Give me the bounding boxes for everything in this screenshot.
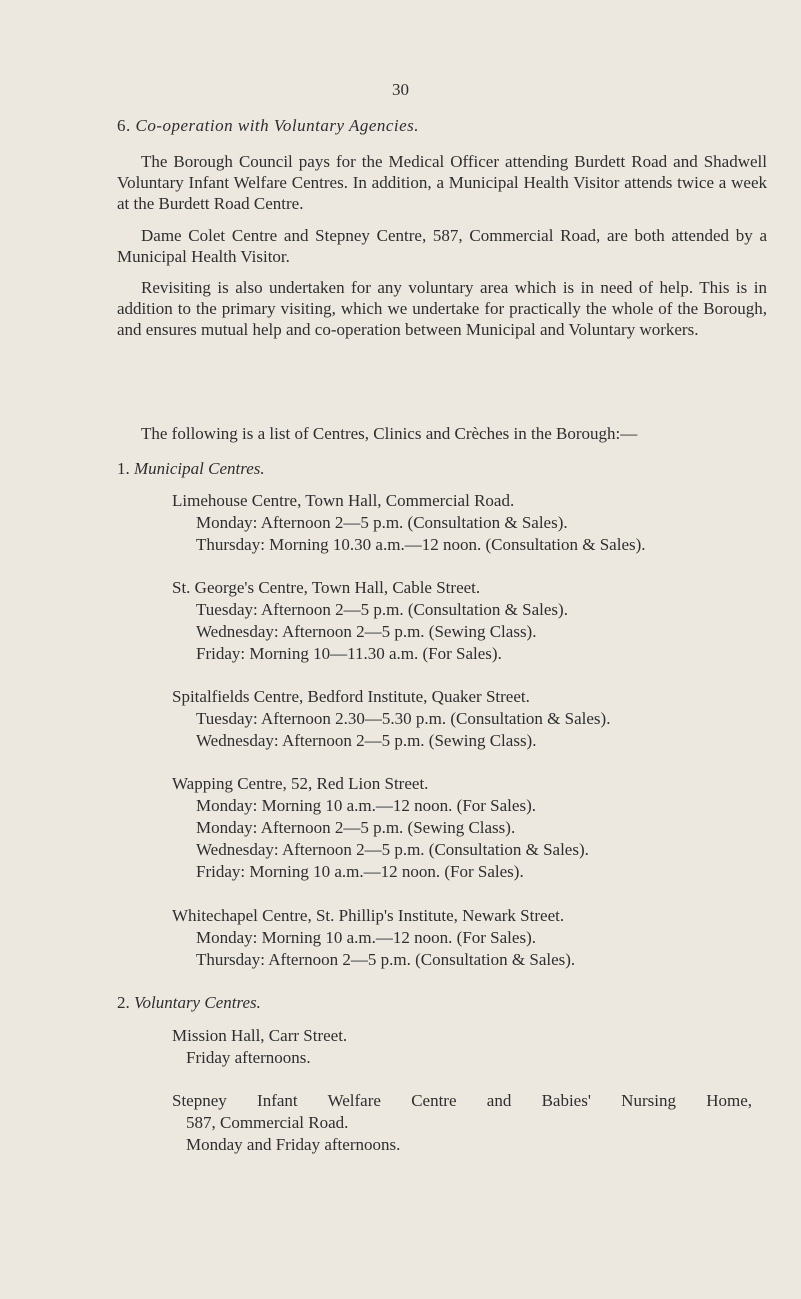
schedule-line: Monday: Afternoon 2—5 p.m. (Sewing Class). xyxy=(196,818,516,837)
centre-name: Whitechapel Centre, St. Phillip's Institute, Newark Street. xyxy=(172,906,565,925)
section-title: Co-operation with Voluntary Agencies. xyxy=(135,116,420,135)
centre-mission-hall xyxy=(172,1025,347,1069)
centre-name: St. George's Centre, Town Hall, Cable Street. xyxy=(172,578,481,597)
municipal-heading: 1. Municipal Centres. xyxy=(117,459,265,478)
voluntary-heading: 2. Voluntary Centres. xyxy=(117,993,261,1012)
schedule-line: Wednesday: Afternoon 2—5 p.m. (Consultation & Sales). xyxy=(196,840,589,859)
schedule-line: Friday: Morning 10 a.m.—12 noon. (For Sales). xyxy=(196,862,524,881)
centre-name: Limehouse Centre, Town Hall, Commercial Road. xyxy=(172,491,515,510)
schedule-line: Friday afternoons. xyxy=(186,1048,311,1067)
centre-name: Mission Hall, Carr Street. xyxy=(172,1026,348,1045)
schedule-line: Wednesday: Afternoon 2—5 p.m. (Sewing Class). xyxy=(196,731,537,750)
schedule-line: Tuesday: Afternoon 2.30—5.30 p.m. (Consultation & Sales). xyxy=(196,709,611,728)
schedule-line: Tuesday: Afternoon 2—5 p.m. (Consultation & Sales). xyxy=(196,600,568,619)
centre-name: Stepney Infant Welfare Centre and Babies' Nursing Home, xyxy=(172,1091,752,1110)
schedule-line: Wednesday: Afternoon 2—5 p.m. (Sewing Class). xyxy=(196,622,537,641)
paragraph-2: Dame Colet Centre and Stepney Centre, 587, Commercial Road, are both attended by a Municipal Health Visitor. xyxy=(117,226,767,266)
schedule-line: Monday and Friday afternoons. xyxy=(186,1135,401,1154)
centre-name: Wapping Centre, 52, Red Lion Street. xyxy=(172,774,429,793)
schedule-line: Monday: Morning 10 a.m.—12 noon. (For Sales). xyxy=(196,928,536,947)
section-number: 6. xyxy=(117,116,131,135)
paragraph-1: The Borough Council pays for the Medical Officer attending Burdett Road and Shadwell Voluntary Infant Welfare Centres. In addition, a Municipal Health Visitor attends twice a week at the Burdett Road Centre. xyxy=(117,152,767,213)
schedule-line: Friday: Morning 10—11.30 a.m. (For Sales). xyxy=(196,644,502,663)
centre-whitechapel xyxy=(172,905,575,971)
schedule-line: Thursday: Afternoon 2—5 p.m. (Consultation & Sales). xyxy=(196,950,576,969)
paragraph-3: Revisiting is also undertaken for any voluntary area which is in need of help. This is in addition to the primary visiting, which we undertake for practically the whole of the Borough, and ensures mutual help and co-operation between Municipal and Voluntary workers. xyxy=(117,278,767,339)
schedule-line: Monday: Morning 10 a.m.—12 noon. (For Sales). xyxy=(196,796,536,815)
centre-address: 587, Commercial Road. xyxy=(186,1113,349,1132)
centre-wapping xyxy=(172,773,589,883)
centre-name: Spitalfields Centre, Bedford Institute, Quaker Street. xyxy=(172,687,530,706)
centre-st-georges xyxy=(172,577,568,665)
centre-stepney-infant-welfare xyxy=(172,1090,752,1156)
centre-spitalfields xyxy=(172,686,610,752)
schedule-line: Monday: Afternoon 2—5 p.m. (Consultation & Sales). xyxy=(196,513,568,532)
page-number: 30 xyxy=(392,80,409,99)
list-intro: The following is a list of Centres, Clinics and Crèches in the Borough:— xyxy=(141,424,638,443)
schedule-line: Thursday: Morning 10.30 a.m.—12 noon. (Consultation & Sales). xyxy=(196,535,646,554)
centre-limehouse xyxy=(172,490,646,556)
section-heading xyxy=(117,116,419,136)
